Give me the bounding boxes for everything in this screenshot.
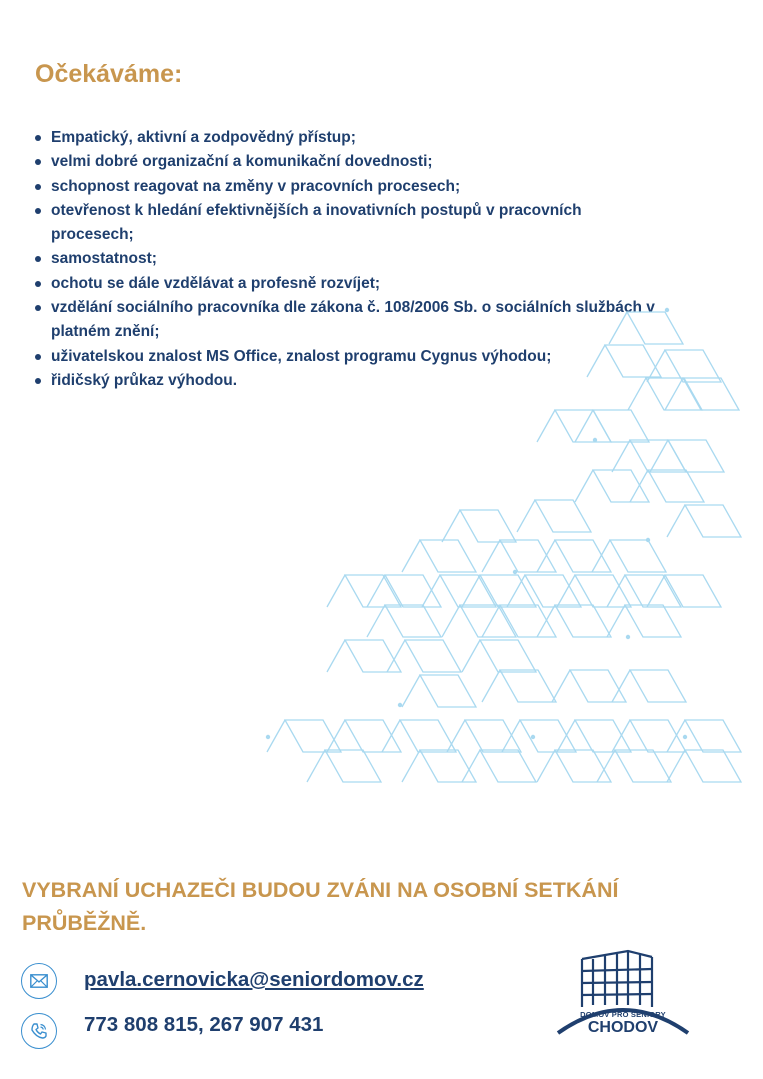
phone-icon [21,1013,57,1049]
envelope-icon [21,963,57,999]
email-link[interactable]: pavla.cernovicka@seniordomov.cz [84,968,424,991]
list-item: Empatický, aktivní a zodpovědný přístup; [35,126,655,150]
phone-numbers: 773 808 815, 267 907 431 [84,1013,324,1036]
list-item: otevřenost k hledání efektivnějších a inovativních postupů v pracovních procesech; [35,199,655,248]
list-item: ochotu se dále vzdělávat a profesně rozvíjet; [35,272,655,296]
section-heading: Očekáváme: [35,60,183,88]
list-item: velmi dobré organizační a komunikační dovednosti; [35,150,655,174]
list-item: vzdělání sociálního pracovníka dle zákona č. 108/2006 Sb. o sociálních službách v platném znění; [35,296,655,345]
list-item: schopnost reagovat na změny v pracovních procesech; [35,175,655,199]
list-item: samostatnost; [35,247,655,271]
list-item: uživatelskou znalost MS Office, znalost programu Cygnus výhodou; [35,345,655,369]
interview-callout: VYBRANÍ UCHAZEČI BUDOU ZVÁNI NA OSOBNÍ SETKÁNÍ PRŮBĚŽNĚ. [22,878,619,935]
list-item: řidičský průkaz výhodou. [35,369,655,393]
organization-logo [548,947,698,1047]
logo-name: CHODOV [587,1019,659,1036]
logo-subtitle: DOMOV PRO SENIORY [580,1010,666,1019]
